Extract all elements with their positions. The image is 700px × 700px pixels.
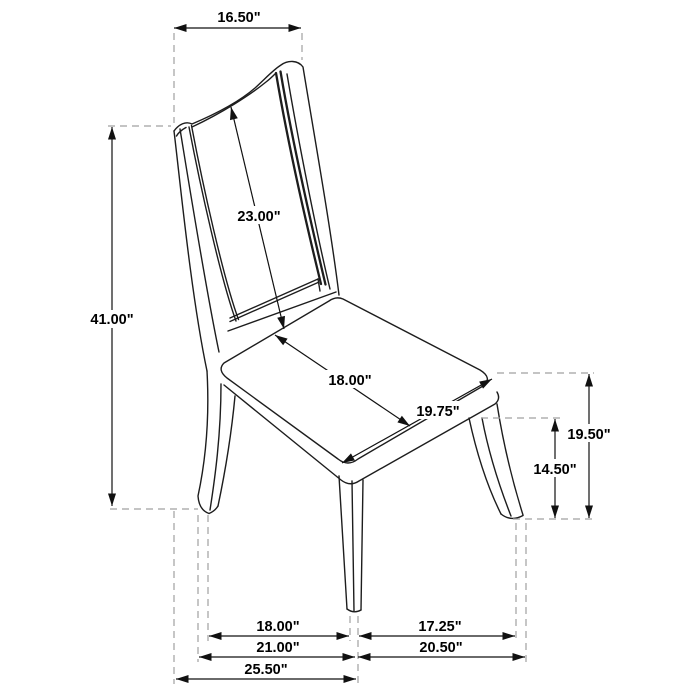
dimension-floor-depth-legs	[358, 640, 525, 657]
back-left-stile-outer-edge	[174, 131, 207, 371]
dimension-label-overall-depth: 25.50"	[244, 662, 288, 678]
dimension-label-seat-height: 19.50"	[567, 427, 611, 443]
front-leg-left-edge	[339, 476, 347, 609]
front-leg-corner-line	[352, 481, 354, 611]
dimension-label-backrest-diagonal: 23.00"	[237, 209, 281, 225]
dimension-label-floor-width-legs: 21.00"	[256, 640, 300, 656]
dimension-back-width	[174, 10, 301, 28]
dimension-label-leg-height: 14.50"	[533, 462, 577, 478]
dimension-seat-height	[560, 374, 618, 518]
back-right-stile-face-line	[287, 74, 330, 289]
dimension-label-floor-width-inner: 18.00"	[256, 619, 300, 635]
dimension-overall-height	[83, 127, 141, 506]
right-leg-outer-edge	[497, 404, 523, 515]
back-panel-right-edge	[276, 73, 321, 284]
dimension-floor-width-legs	[199, 640, 355, 657]
dimension-overall-depth	[176, 662, 356, 679]
front-leg-right-edge	[361, 480, 363, 610]
dimension-floor-depth-inner	[359, 619, 515, 636]
dimension-label-seat-depth: 19.75"	[416, 404, 460, 420]
dimension-floor-width-inner	[209, 619, 349, 636]
chair-line-drawing	[174, 61, 523, 611]
right-leg-foot	[501, 514, 523, 518]
dimension-label-overall-height: 41.00"	[90, 312, 134, 328]
dimension-label-back-width: 16.50"	[217, 10, 261, 26]
back-left-leg-outer-edge	[198, 371, 218, 514]
dimension-label-seat-width: 18.00"	[328, 373, 372, 389]
right-leg-corner-line	[482, 418, 511, 516]
back-panel-right-edge-inner	[281, 72, 326, 285]
back-left-leg-corner-line	[210, 384, 221, 510]
dimension-label-floor-depth-inner: 17.25"	[418, 619, 462, 635]
dimension-label-floor-depth-legs: 20.50"	[419, 640, 463, 656]
